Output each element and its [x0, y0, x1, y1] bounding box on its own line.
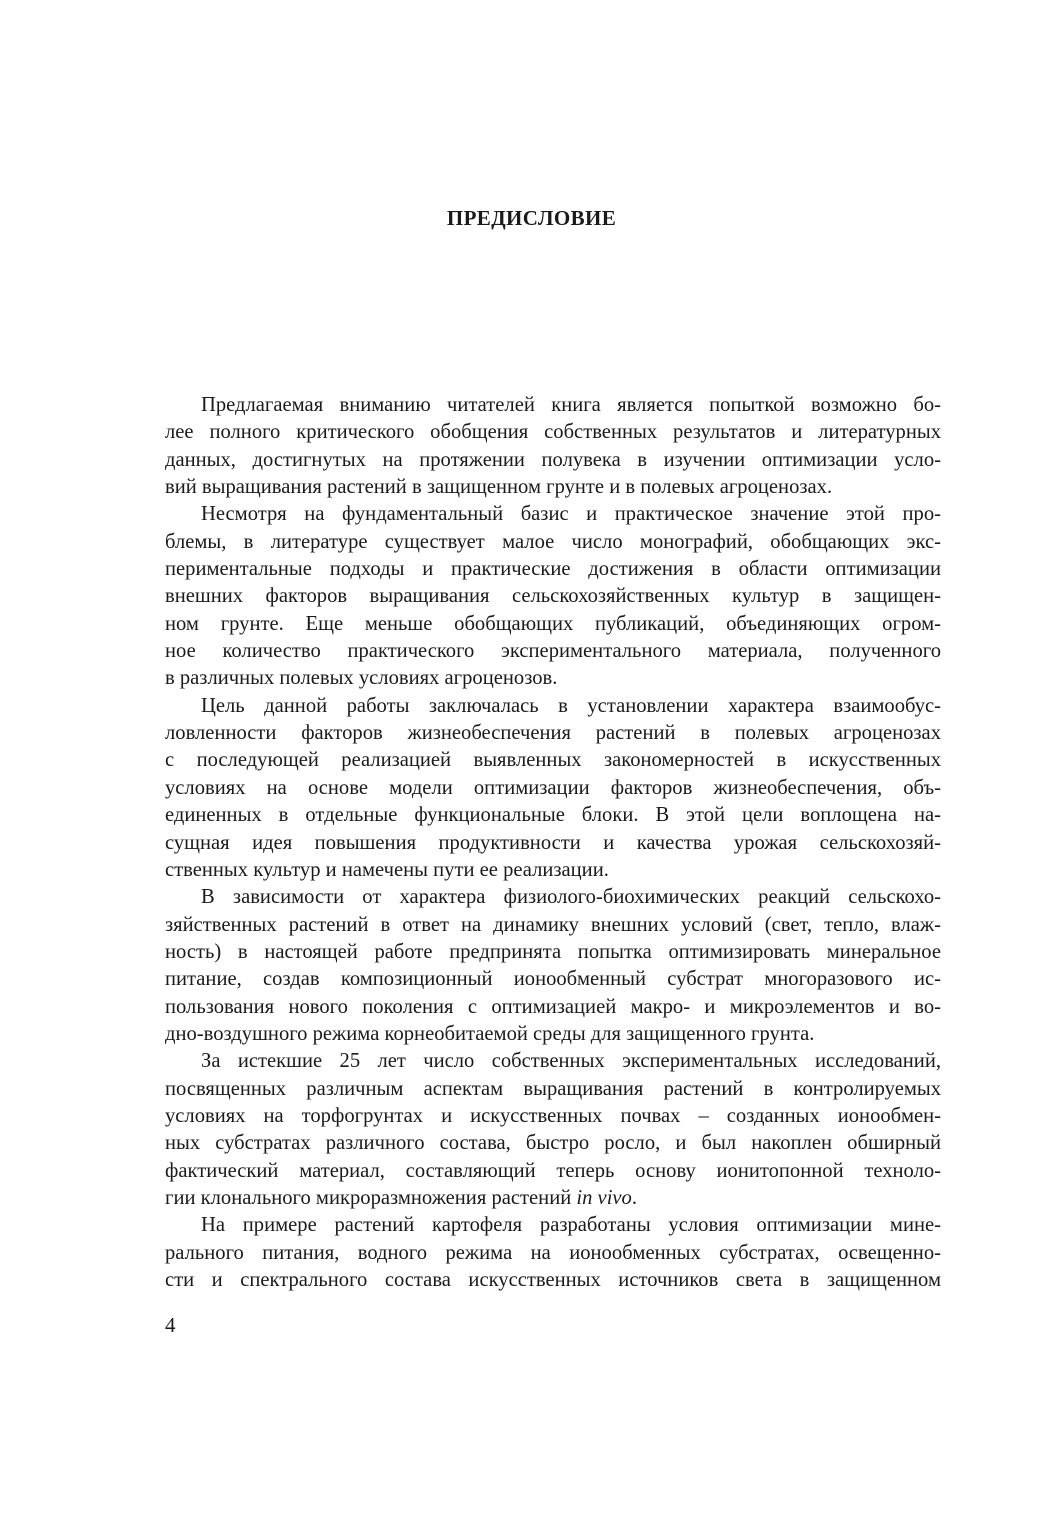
text-line: лее полного критического обобщения собственных результатов и литературных	[165, 421, 941, 444]
text-line: внешних факторов выращивания сельскохозяйственных культур в защищен-	[165, 585, 941, 608]
paragraph-2	[165, 501, 941, 692]
text-line: зяйственных растений в ответ на динамику внешних условий (свет, тепло, влаж-	[165, 913, 941, 936]
text-line: блемы, в литературе существует малое число монографий, обобщающих экс-	[165, 530, 941, 553]
text-line: сти и спектрального состава искусственных источников света в защищенном	[165, 1269, 941, 1291]
text-line: На примере растений картофеля разработаны условия оптимизации мине-	[201, 1214, 941, 1237]
body-text	[165, 392, 941, 1294]
page-number: 4	[165, 1313, 176, 1337]
text-line: условиях на торфогрунтах и искусственных почвах – созданных ионообмен-	[165, 1104, 941, 1127]
text-line: с последующей реализацией выявленных закономерностей в искусственных	[165, 749, 941, 772]
text-line: Цель данной работы заключалась в установлении характера взаимообус-	[201, 694, 941, 717]
text-line: Предлагаемая вниманию читателей книга является попыткой возможно бо-	[201, 394, 941, 416]
text-line: дно-воздушного режима корнеобитаемой среды для защищенного грунта.	[165, 1022, 815, 1045]
text-line: вий выращивания растений в защищенном грунте и в полевых агроценозах.	[165, 476, 833, 499]
text-line: В зависимости от характера физиолого-биохимических реакций сельскохо-	[201, 886, 941, 909]
text-line: пользования нового поколения с оптимизацией макро- и микроэлементов и во-	[165, 995, 941, 1018]
text-line	[165, 1185, 941, 1212]
text-line: в различных полевых условиях агроценозов.	[165, 667, 558, 690]
text-line: посвященных различным аспектам выращивания растений в контролируемых	[165, 1077, 941, 1100]
paragraph-3	[165, 693, 941, 884]
page-title: ПРЕДИСЛОВИЕ	[446, 206, 617, 230]
text-line: Несмотря на фундаментальный базис и практическое значение этой про-	[201, 503, 941, 526]
text-line: ность) в настоящей работе предпринята попытка оптимизировать минеральное	[165, 940, 941, 963]
text-line: единенных в отдельные функциональные блоки. В этой цели воплощена на-	[165, 804, 941, 827]
text-line: периментальные подходы и практические достижения в области оптимизации	[165, 558, 941, 581]
text-line: питание, создав композиционный ионообменный субстрат многоразового ис-	[165, 968, 941, 991]
paragraph-4	[165, 884, 941, 1048]
text-line: рального питания, водного режима на ионообменных субстратах, освещенно-	[165, 1241, 941, 1264]
text-line: ловленности факторов жизнеобеспечения растений в полевых агроценозах	[165, 722, 941, 745]
text-line: ное количество практического экспериментального материала, полученного	[165, 640, 941, 663]
text-line: ственных культур и намечены пути ее реализации.	[165, 858, 609, 881]
text-line: ном грунте. Еще меньше обобщающих публикаций, объединяющих огром-	[165, 612, 941, 635]
text-line: ных субстратах различного состава, быстро росло, и был накоплен обширный	[165, 1132, 941, 1155]
text-line: За истекшие 25 лет число собственных экспериментальных исследований,	[201, 1050, 941, 1073]
text-line: условиях на основе модели оптимизации факторов жизнеобеспечения, объ-	[165, 776, 941, 799]
paragraph-1	[165, 392, 941, 501]
paragraph-6	[165, 1212, 941, 1294]
text-line: данных, достигнутых на протяжении полувека в изучении оптимизации усло-	[165, 448, 941, 471]
text-line: сущная идея повышения продуктивности и качества урожая сельскохозяй-	[165, 831, 941, 854]
text-line-start: гии клонального микроразмножения растений	[165, 1186, 572, 1209]
italic-term: in vivo	[576, 1186, 632, 1209]
text-line: фактический материал, составляющий теперь основу ионитопонной техноло-	[165, 1159, 941, 1182]
paragraph-5	[165, 1048, 941, 1212]
line-end-punctuation: .	[631, 1186, 638, 1209]
